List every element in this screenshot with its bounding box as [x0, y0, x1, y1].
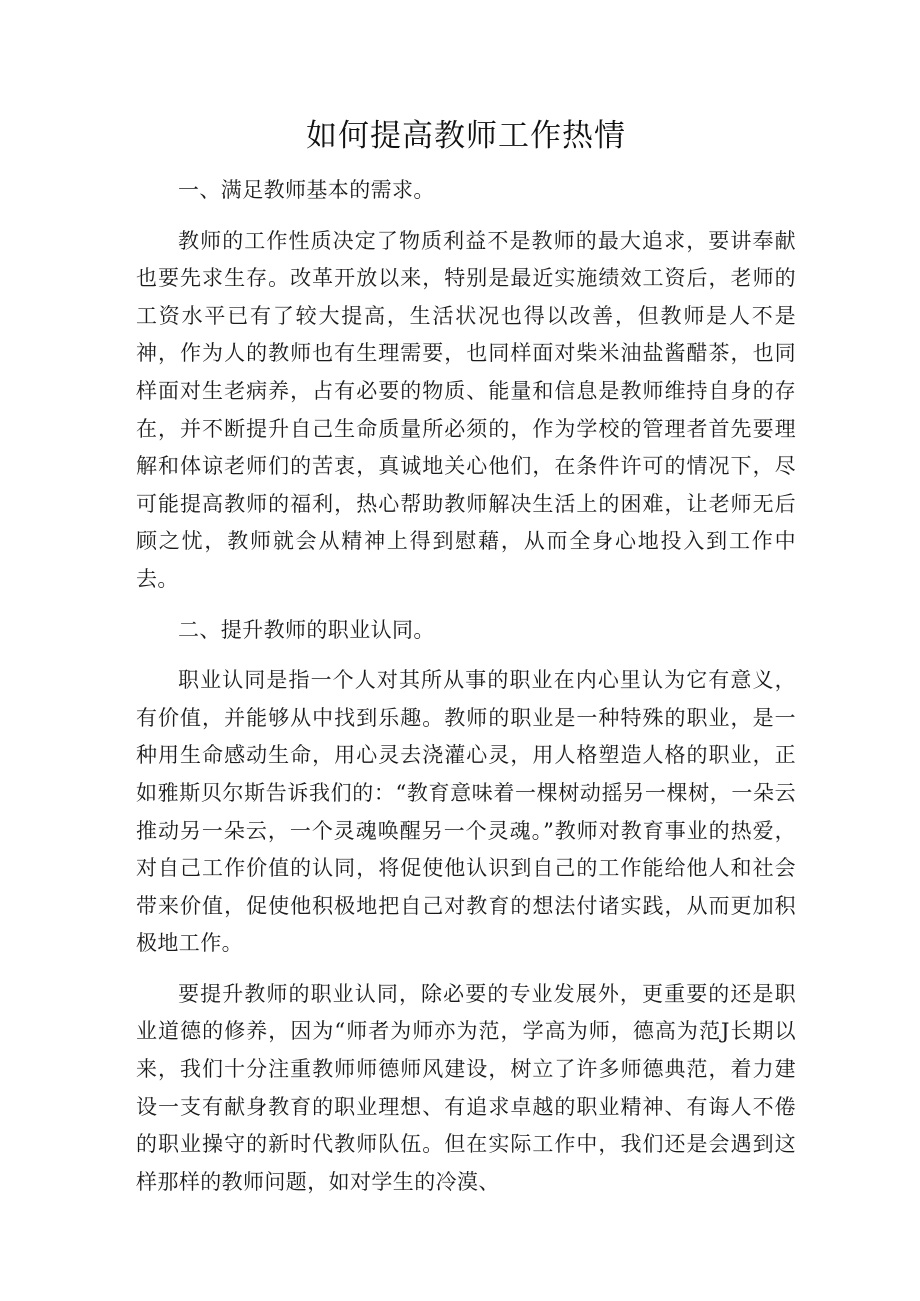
- section-2-paragraph-2: 要提升教师的职业认同，除必要的专业发展外，更重要的还是职业道德的修养，因为“师者为师亦为范，学高为师，德高为范J长期以来，我们十分注重教师师德师风建设，树立了许多师德典范，着力建设一支有献身教育的职业理想、有追求卓越的职业精神、有诲人不倦的职业操守的新时代教师队伍。但在实际工作中，我们还是会遇到这样那样的教师问题，如对学生的冷漠、: [136, 981, 796, 1194]
- section-heading-1: 一、满足教师基本的需求。: [178, 178, 435, 202]
- section-1-paragraph-1: 教师的工作性质决定了物质利益不是教师的最大追求，要讲奉献也要先求生存。改革开放以来，特别是最近实施绩效工资后，老师的工资水平已有了较大提高，生活状况也得以改善，但教师是人不是神，作为人的教师也有生理需要，也同样面对柴米油盐酱醋茶，也同样面对生老病养，占有必要的物质、能量和信息是教师维持自身的存在，并不断提升自己生命质量所必须的，作为学校的管理者首先要理解和体谅老师们的苦衷，真诚地关心他们，在条件许可的情况下，尽可能提高教师的福利，热心帮助教师解决生活上的困难，让老师无后顾之忧，教师就会从精神上得到慰藉，从而全身心地投入到工作中去。: [136, 228, 796, 591]
- document-title: 如何提高教师工作热情: [306, 118, 626, 154]
- document-page: [136, 112, 796, 1214]
- section-heading-2: 二、提升教师的职业认同。: [178, 617, 435, 642]
- section-2-paragraph-1: 职业认同是指一个人对其所从事的职业在内心里认为它有意义，有价值，并能够从中找到乐趣。教师的职业是一种特殊的职业，是一种用生命感动生命，用心灵去浇灌心灵，用人格塑造人格的职业，正如雅斯贝尔斯告诉我们的：“教育意味着一棵树动摇另一棵树，一朵云推动另一朵云，一个灵魂唤醒另一个灵魂。”教师对教育事业的热爱，对自己工作价值的认同，将促使他认识到自己的工作能给他人和社会带来价值，促使他积极地把自己对教育的想法付诸实践，从而更加积极地工作。: [136, 668, 796, 956]
